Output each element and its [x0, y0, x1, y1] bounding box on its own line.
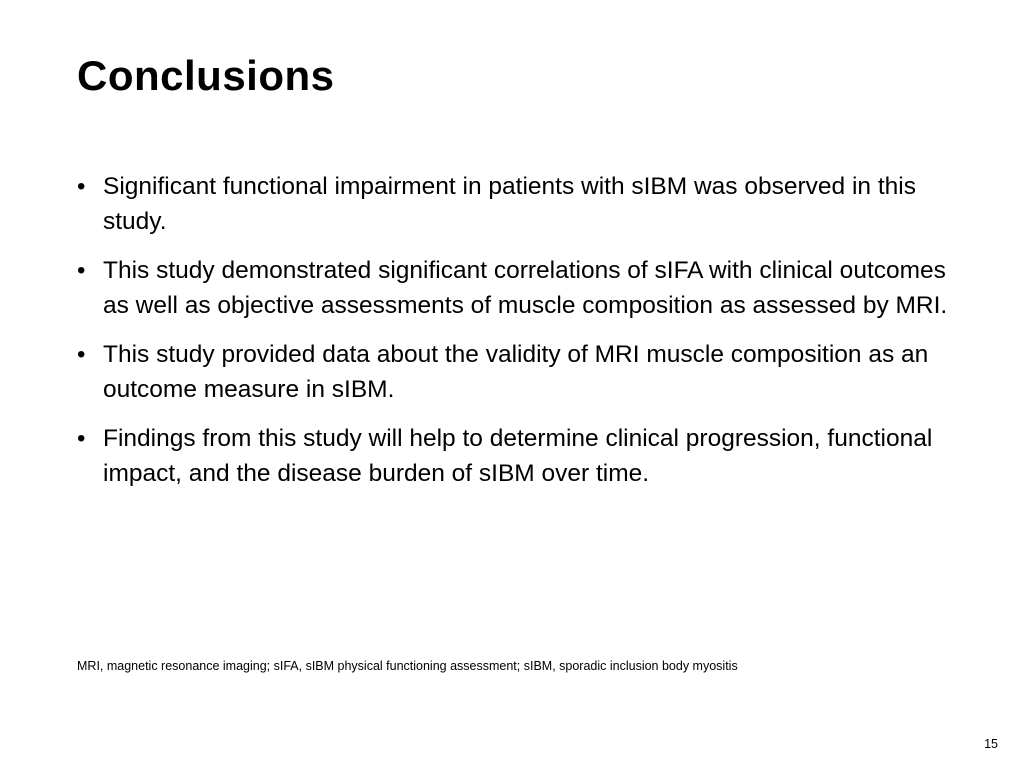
bullet-text: This study provided data about the validity of MRI muscle composition as an outcome measure in sIBM. [103, 341, 929, 403]
bullet-text: This study demonstrated significant correlations of sIFA with clinical outcomes as well as objective assessments of muscle composition as assessed by MRI. [103, 257, 948, 319]
bullet-icon: • [77, 425, 86, 452]
bullet-item [77, 170, 957, 239]
slide-title: Conclusions [77, 52, 335, 99]
bullet-item [77, 254, 957, 323]
bullet-text: Significant functional impairment in patients with sIBM was observed in this study. [103, 173, 916, 235]
bullet-item [77, 422, 957, 491]
bullet-icon: • [77, 341, 86, 368]
conclusions-list [77, 170, 957, 506]
bullet-item [77, 338, 957, 407]
page-number: 15 [984, 737, 998, 751]
bullet-icon: • [77, 173, 86, 200]
bullet-icon: • [77, 257, 86, 284]
abbreviations-footnote: MRI, magnetic resonance imaging; sIFA, sIBM physical functioning assessment; sIBM, sporadic inclusion body myositis [77, 659, 738, 673]
bullet-text: Findings from this study will help to determine clinical progression, functional impact, and the disease burden of sIBM over time. [103, 425, 933, 487]
